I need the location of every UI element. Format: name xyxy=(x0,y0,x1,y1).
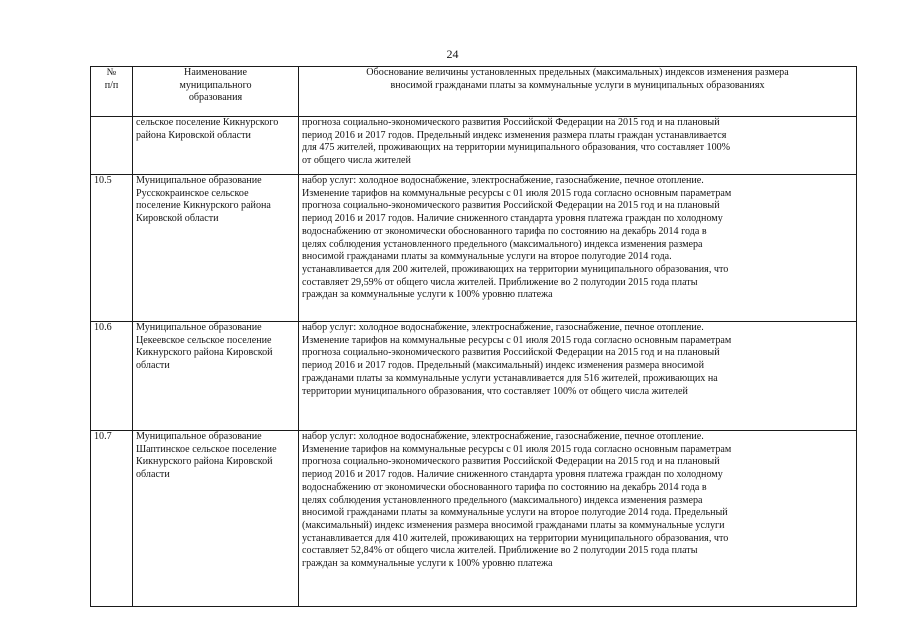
header-desc-line: Обоснование величины установленных предельных (максимальных) индексов изменения размера xyxy=(366,67,789,78)
justification-line: прогноза социально-экономического развития Российской Федерации на 2015 год и на плановый xyxy=(302,456,720,468)
justification-line: прогноза социально-экономического развития Российской Федерации на 2015 год и на плановый xyxy=(302,117,720,128)
justification-line: вносимой гражданами платы за коммунальные услуги на второе полугодие 2014 года. Предельный xyxy=(302,507,728,519)
justification-line: прогноза социально-экономического развития Российской Федерации на 2015 год и на плановый xyxy=(302,347,720,359)
table-row xyxy=(91,117,857,175)
header-num-line: № xyxy=(106,67,117,78)
table-row xyxy=(91,175,857,322)
municipality-name: Муниципальное образование Шаптинское сельское поселение Кикнурского района Кировской области xyxy=(133,431,299,607)
header-name-line: Наименование xyxy=(184,67,247,78)
municipality-name: Муниципальное образование Русскокраинское сельское поселение Кикнурского района Кировской области xyxy=(133,175,299,322)
justification-line: граждан за коммунальные услуги к 100% уровню платежа xyxy=(302,558,553,570)
justification-line: период 2016 и 2017 годов. Наличие сниженного стандарта уровня платежа граждан по холодному xyxy=(302,213,723,225)
justification-line: набор услуг: холодное водоснабжение, электроснабжение, газоснабжение, печное отопление. xyxy=(302,322,704,333)
table-row xyxy=(91,322,857,431)
table-header-row xyxy=(91,67,857,117)
justification-line: Изменение тарифов на коммунальные ресурсы с 01 июля 2015 года согласно основным параметрам xyxy=(302,443,732,455)
header-num xyxy=(91,67,133,117)
row-number: 10.7 xyxy=(91,431,133,607)
header-name xyxy=(133,67,299,117)
justification-line: набор услуг: холодное водоснабжение, электроснабжение, газоснабжение, печное отопление. xyxy=(302,175,704,186)
justification-line: период 2016 и 2017 годов. Наличие сниженного стандарта уровня платежа граждан по холодному xyxy=(302,469,723,481)
justification-line: составляет 29,59% от общего числа жителей. Приближение во 2 полугодии 2015 года платы xyxy=(302,276,698,288)
header-name-line: образования xyxy=(188,92,243,104)
justification-line: период 2016 и 2017 годов. Предельный (максимальный) индекс изменения размера вносимой xyxy=(302,360,704,372)
justification-line: целях соблюдения установленного предельного (максимального) индекса изменения размера xyxy=(302,238,703,250)
justification-line: составляет 52,84% от общего числа жителей. Приближение во 2 полугодии 2015 года платы xyxy=(302,545,698,557)
justification-line: Изменение тарифов на коммунальные ресурсы с 01 июля 2015 года согласно основным параметрам xyxy=(302,187,732,199)
justification-line: устанавливается для 200 жителей, проживающих на территории муниципального образования, что xyxy=(302,263,729,275)
justification-line: (максимальный) индекс изменения размера вносимой гражданами платы за коммунальные услуги xyxy=(302,519,725,531)
header-desc xyxy=(299,67,857,117)
justification-text xyxy=(299,175,857,322)
row-number: 10.6 xyxy=(91,322,133,431)
justification-line: водоснабжению от экономически обоснованного тарифа по состоянию на декабрь 2014 года в xyxy=(302,481,707,493)
justification-line: целях соблюдения установленного предельного (максимального) индекса изменения размера xyxy=(302,494,703,506)
municipality-name: Муниципальное образование Цекеевское сельское поселение Кикнурского района Кировской области xyxy=(133,322,299,431)
justification-line: территории муниципального образования, что составляет 100% от общего числа жителей xyxy=(302,385,688,397)
justification-line: от общего числа жителей xyxy=(302,155,411,167)
table-row xyxy=(91,431,857,607)
justification-line: набор услуг: холодное водоснабжение, электроснабжение, газоснабжение, печное отопление. xyxy=(302,431,704,442)
header-num-line: п/п xyxy=(104,79,119,91)
justification-line: для 475 жителей, проживающих на территории муниципального образования, что составляет 100% xyxy=(302,142,731,154)
page-number: 24 xyxy=(446,47,459,61)
header-name-line: муниципального xyxy=(179,79,252,91)
justification-line: водоснабжению от экономически обоснованного тарифа по состоянию на декабрь 2014 года в xyxy=(302,225,707,237)
justification-line: устанавливается для 410 жителей, проживающих на территории муниципального образования, что xyxy=(302,532,729,544)
header-desc-line: вносимой гражданами платы за коммунальные услуги в муниципальных образованиях xyxy=(390,79,765,91)
municipality-name: сельское поселение Кикнурского района Кировской области xyxy=(133,117,299,175)
justification-text xyxy=(299,322,857,431)
justification-text xyxy=(299,431,857,607)
justification-line: период 2016 и 2017 годов. Предельный индекс изменения размера платы граждан устанавливается xyxy=(302,129,727,141)
row-number xyxy=(91,117,133,175)
justification-text xyxy=(299,117,857,175)
justification-line: граждан за коммунальные услуги к 100% уровню платежа xyxy=(302,289,553,301)
justification-line: гражданами платы за коммунальные услуги устанавливается для 516 жителей, проживающих на xyxy=(302,372,718,384)
justification-line: вносимой гражданами платы за коммунальные услуги на второе полугодие 2014 года. xyxy=(302,251,672,263)
tariff-justification-table xyxy=(90,66,857,607)
justification-line: Изменение тарифов на коммунальные ресурсы с 01 июля 2015 года согласно основным параметрам xyxy=(302,334,732,346)
row-number: 10.5 xyxy=(91,175,133,322)
justification-line: прогноза социально-экономического развития Российской Федерации на 2015 год и на плановый xyxy=(302,200,720,212)
